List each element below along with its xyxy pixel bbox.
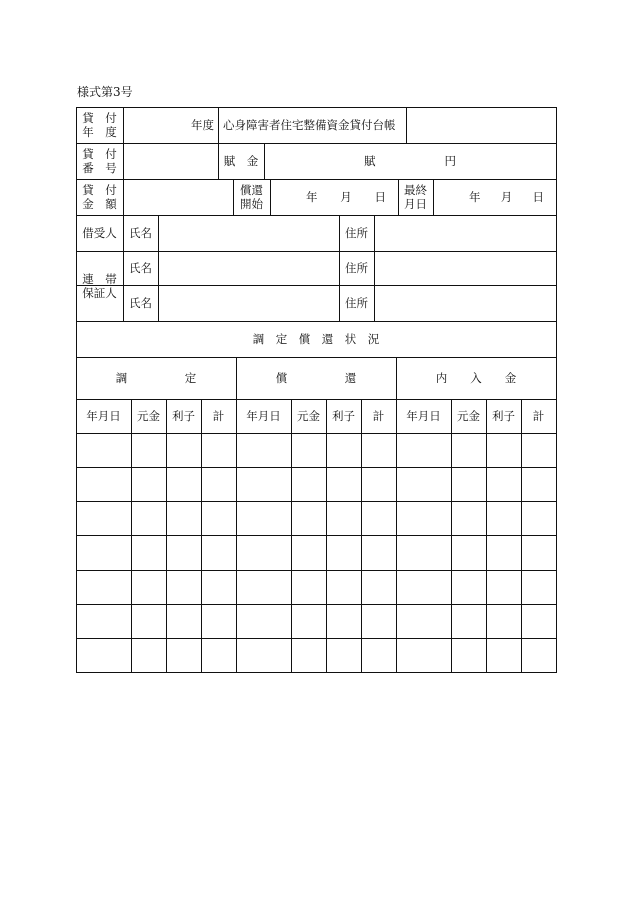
status-table-cell[interactable] bbox=[77, 468, 131, 501]
status-column-header: 元金 bbox=[457, 409, 480, 423]
status-column-header: 利子 bbox=[492, 409, 515, 423]
status-table-cell[interactable] bbox=[327, 536, 361, 570]
borrower-address-field[interactable] bbox=[374, 215, 556, 251]
final-date-label: 最終 月日 bbox=[404, 183, 427, 211]
status-column-header: 計 bbox=[212, 409, 225, 423]
status-column-header: 元金 bbox=[137, 409, 160, 423]
status-section-title: 調 定 償 還 状 況 bbox=[252, 332, 380, 346]
status-table-cell[interactable] bbox=[167, 434, 201, 467]
status-table-cell[interactable] bbox=[362, 639, 396, 672]
register-extra-field[interactable] bbox=[406, 107, 556, 143]
status-column-header: 元金 bbox=[297, 409, 320, 423]
status-table-cell[interactable] bbox=[77, 639, 131, 672]
status-table-cell[interactable] bbox=[292, 605, 326, 638]
status-table-cell[interactable] bbox=[522, 571, 556, 604]
status-table-cell[interactable] bbox=[362, 468, 396, 501]
name-label: 氏名 bbox=[129, 296, 152, 310]
status-table-cell[interactable] bbox=[452, 434, 486, 467]
form-border-right bbox=[556, 107, 557, 673]
loan-number-label: 貸 付 番 号 bbox=[82, 147, 117, 175]
rule-line bbox=[218, 107, 219, 144]
levy-label: 賦 金 bbox=[223, 154, 259, 168]
name-label: 氏名 bbox=[129, 261, 152, 275]
status-table-cell[interactable] bbox=[237, 571, 291, 604]
status-table-cell[interactable] bbox=[202, 536, 236, 570]
date-unit-label: 年 bbox=[469, 190, 481, 204]
status-table-cell[interactable] bbox=[77, 571, 131, 604]
date-unit-label: 月 bbox=[340, 190, 352, 204]
status-table-cell[interactable] bbox=[522, 502, 556, 535]
status-table-cell[interactable] bbox=[292, 502, 326, 535]
status-column-header: 計 bbox=[372, 409, 385, 423]
status-table-cell[interactable] bbox=[362, 536, 396, 570]
status-table-cell[interactable] bbox=[327, 502, 361, 535]
status-table-cell[interactable] bbox=[77, 434, 131, 467]
status-table-cell[interactable] bbox=[167, 502, 201, 535]
loan-register-form bbox=[76, 107, 557, 673]
status-table-cell[interactable] bbox=[292, 639, 326, 672]
status-table-cell[interactable] bbox=[292, 468, 326, 501]
status-table-cell[interactable] bbox=[327, 468, 361, 501]
guarantor-label: 連 帯 保証人 bbox=[82, 272, 117, 300]
status-table-cell[interactable] bbox=[487, 502, 521, 535]
status-table-cell[interactable] bbox=[397, 468, 451, 501]
status-table-cell[interactable] bbox=[327, 605, 361, 638]
status-table-cell[interactable] bbox=[362, 605, 396, 638]
repayment-start-label: 償還 開始 bbox=[240, 183, 263, 211]
status-table-cell[interactable] bbox=[327, 639, 361, 672]
status-table-cell[interactable] bbox=[167, 605, 201, 638]
status-table-cell[interactable] bbox=[237, 536, 291, 570]
status-table-cell[interactable] bbox=[132, 434, 166, 467]
status-table-cell[interactable] bbox=[452, 605, 486, 638]
status-table-cell[interactable] bbox=[167, 639, 201, 672]
status-table-cell[interactable] bbox=[487, 639, 521, 672]
status-table-cell[interactable] bbox=[397, 536, 451, 570]
status-table-cell[interactable] bbox=[237, 605, 291, 638]
status-table-cell[interactable] bbox=[132, 571, 166, 604]
guarantor-address-field-2[interactable] bbox=[374, 285, 556, 321]
status-table-cell[interactable] bbox=[77, 536, 131, 570]
status-table-cell[interactable] bbox=[292, 536, 326, 570]
address-label: 住所 bbox=[345, 226, 368, 240]
status-column-header: 年月日 bbox=[246, 409, 281, 423]
address-label: 住所 bbox=[345, 261, 368, 275]
status-group-header: 償 還 bbox=[275, 371, 357, 385]
date-unit-label: 月 bbox=[500, 190, 513, 204]
status-table-cell[interactable] bbox=[397, 571, 451, 604]
status-table-cell[interactable] bbox=[132, 536, 166, 570]
status-table-cell[interactable] bbox=[237, 434, 291, 467]
status-table-cell[interactable] bbox=[132, 639, 166, 672]
status-table-cell[interactable] bbox=[167, 468, 201, 501]
guarantor-address-field-1[interactable] bbox=[374, 251, 556, 285]
status-group-header: 内 入 金 bbox=[435, 371, 517, 385]
loan-amount-label: 貸 付 金 額 bbox=[82, 183, 117, 211]
status-table-cell[interactable] bbox=[77, 502, 131, 535]
status-table-cell[interactable] bbox=[487, 571, 521, 604]
status-table-cell[interactable] bbox=[452, 639, 486, 672]
status-table-cell[interactable] bbox=[522, 434, 556, 467]
status-table-cell[interactable] bbox=[487, 468, 521, 501]
status-table-cell[interactable] bbox=[397, 605, 451, 638]
status-table-cell[interactable] bbox=[237, 502, 291, 535]
status-table-cell[interactable] bbox=[522, 605, 556, 638]
status-table-cell[interactable] bbox=[237, 468, 291, 501]
status-table-cell[interactable] bbox=[487, 434, 521, 467]
borrower-label: 借受人 bbox=[82, 226, 117, 240]
status-table-cell[interactable] bbox=[397, 434, 451, 467]
loan-amount-field[interactable] bbox=[123, 179, 233, 215]
register-title: 心身障害者住宅整備資金貸付台帳 bbox=[223, 118, 396, 132]
status-table-cell[interactable] bbox=[362, 434, 396, 467]
status-table-cell[interactable] bbox=[202, 502, 236, 535]
status-table-cell[interactable] bbox=[362, 502, 396, 535]
date-unit-label: 日 bbox=[532, 190, 544, 204]
status-group-header: 調 定 bbox=[115, 371, 197, 385]
status-table-cell[interactable] bbox=[327, 571, 361, 604]
guarantor-name-field-1[interactable] bbox=[158, 251, 339, 285]
loan-year-label: 貸 付 年 度 bbox=[82, 111, 117, 139]
loan-number-field[interactable] bbox=[123, 143, 218, 179]
status-table-cell[interactable] bbox=[522, 536, 556, 570]
status-table-cell[interactable] bbox=[167, 536, 201, 570]
status-table-cell[interactable] bbox=[452, 571, 486, 604]
status-table-cell[interactable] bbox=[132, 502, 166, 535]
status-table-cell[interactable] bbox=[77, 605, 131, 638]
form-border-bottom bbox=[76, 672, 557, 673]
status-table-cell[interactable] bbox=[397, 639, 451, 672]
status-table-cell[interactable] bbox=[452, 502, 486, 535]
date-unit-label: 日 bbox=[374, 190, 386, 204]
status-table-cell[interactable] bbox=[292, 571, 326, 604]
levy-amount-field: 賦 円 bbox=[364, 154, 456, 168]
status-table-cell[interactable] bbox=[167, 571, 201, 604]
status-table-cell[interactable] bbox=[202, 434, 236, 467]
status-table-cell[interactable] bbox=[237, 639, 291, 672]
status-table-cell[interactable] bbox=[362, 571, 396, 604]
status-table-cell[interactable] bbox=[522, 639, 556, 672]
status-table-cell[interactable] bbox=[202, 571, 236, 604]
status-table-cell[interactable] bbox=[522, 468, 556, 501]
status-table-cell[interactable] bbox=[452, 536, 486, 570]
status-table-cell[interactable] bbox=[202, 639, 236, 672]
status-table-cell[interactable] bbox=[202, 468, 236, 501]
status-table-cell[interactable] bbox=[397, 502, 451, 535]
borrower-name-field[interactable] bbox=[158, 215, 339, 251]
status-table-cell[interactable] bbox=[132, 468, 166, 501]
status-table-cell[interactable] bbox=[202, 605, 236, 638]
final-date-field[interactable] bbox=[433, 179, 556, 215]
address-label: 住所 bbox=[345, 296, 368, 310]
status-table-cell[interactable] bbox=[327, 434, 361, 467]
name-label: 氏名 bbox=[129, 226, 152, 240]
status-column-header: 利子 bbox=[332, 409, 355, 423]
status-table-cell[interactable] bbox=[452, 468, 486, 501]
form-number: 様式第3号 bbox=[77, 85, 133, 99]
status-table-cell[interactable] bbox=[487, 605, 521, 638]
guarantor-name-field-2[interactable] bbox=[158, 285, 339, 321]
status-column-header: 利子 bbox=[172, 409, 195, 423]
status-table-cell[interactable] bbox=[132, 605, 166, 638]
status-column-header: 年月日 bbox=[406, 409, 441, 423]
status-column-header: 計 bbox=[532, 409, 545, 423]
status-table-cell[interactable] bbox=[292, 434, 326, 467]
status-table-cell[interactable] bbox=[487, 536, 521, 570]
status-column-header: 年月日 bbox=[86, 409, 121, 423]
repayment-start-date-field[interactable] bbox=[270, 179, 398, 215]
loan-year-suffix: 年度 bbox=[191, 118, 214, 132]
date-unit-label: 年 bbox=[306, 190, 318, 204]
